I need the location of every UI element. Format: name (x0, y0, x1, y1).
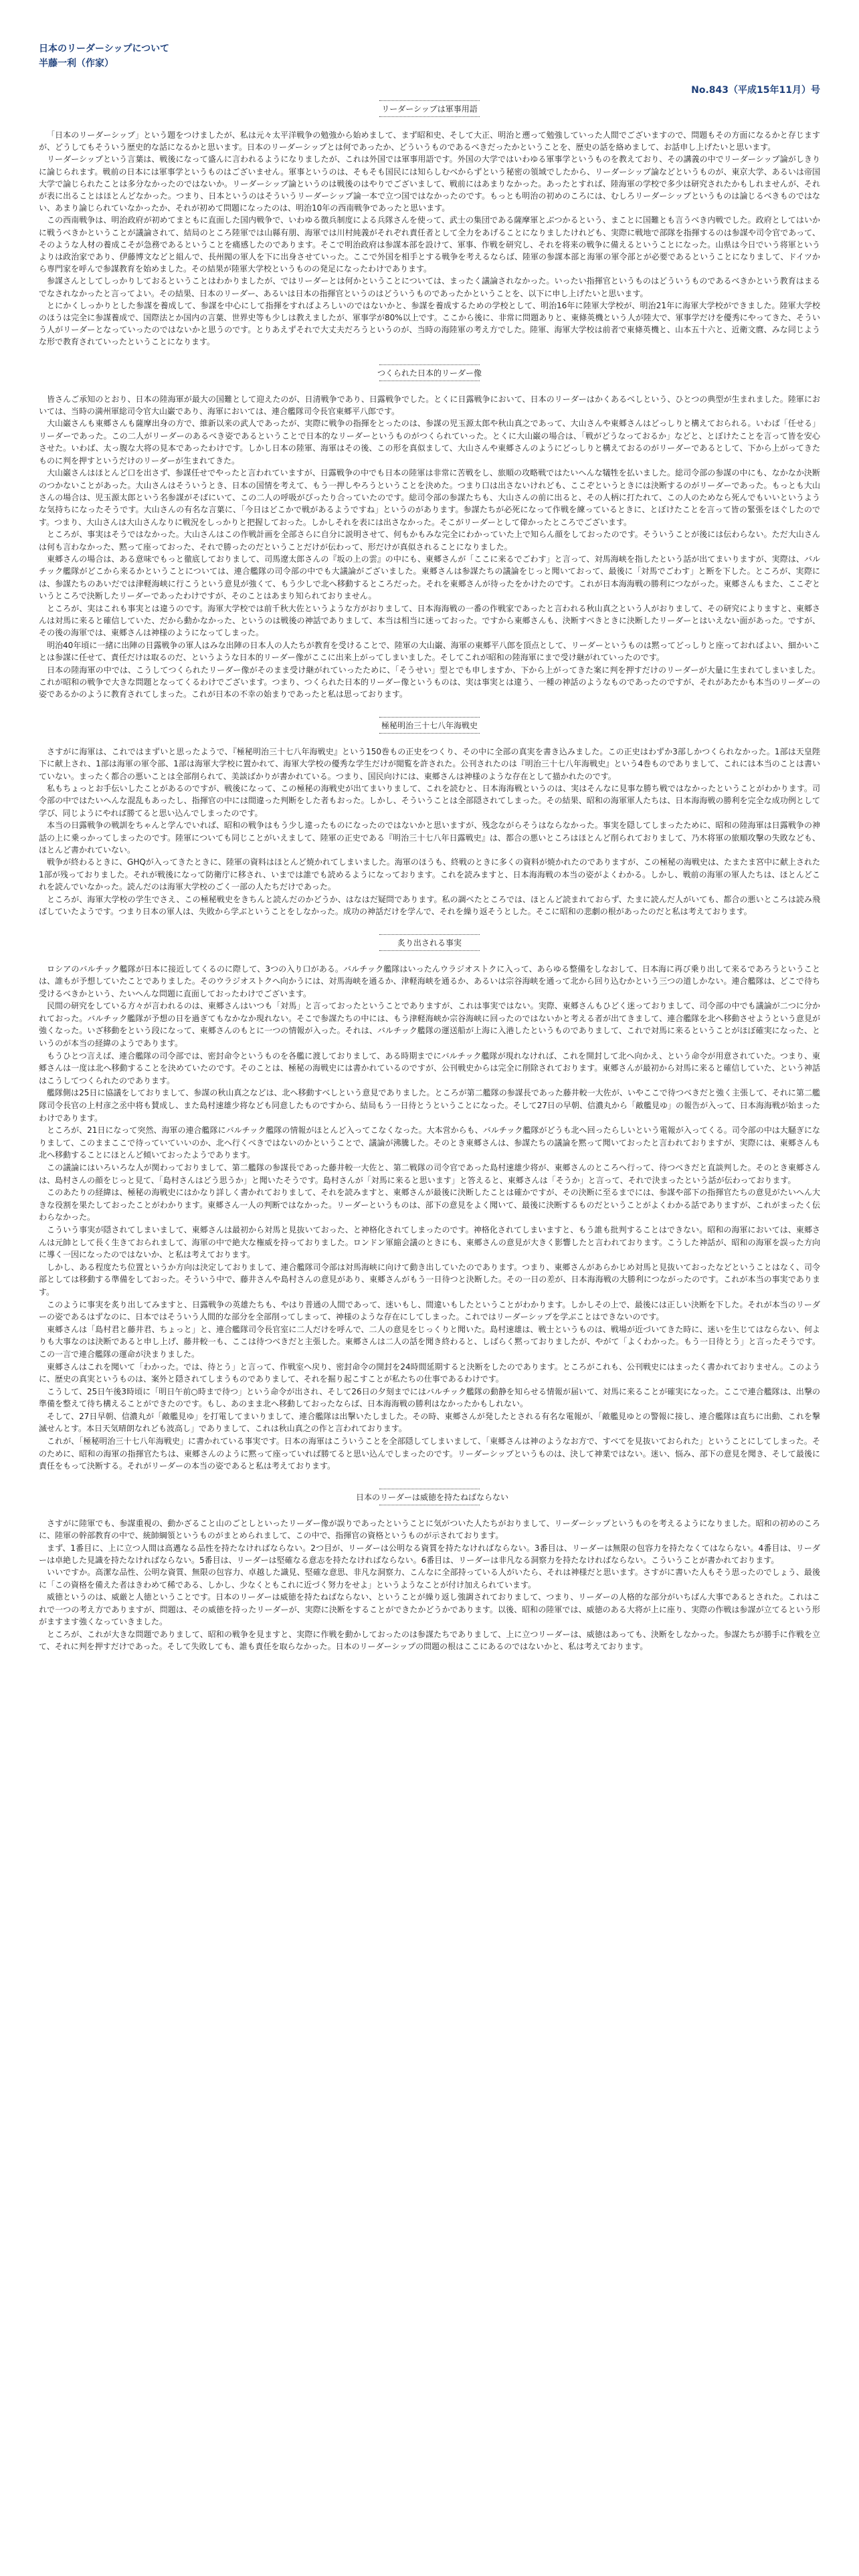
section-created-leader-image (39, 364, 820, 701)
paragraph: このあたりの経緯は、極秘の海戦史にはかなり詳しく書かれておりまして、それを読みますと、東郷さんが最後に決断したことは確かですが、その決断に至るまでには、参謀や部下の指揮官たちの意見がたいへん大きな役割を果たしておったことがわかります。東郷さん一人の判断ではなかった。リーダーというものは、部下の意見をよく聞いて、最後に決断するものだということがよくわかる話でありますが、これがまったく伝わらなかった。 (39, 1188, 820, 1222)
section-heading-text: リーダーシップは軍事用語 (381, 104, 478, 114)
paragraph: こういう事実が隠されてしまいまして、東郷さんは最初から対馬と見抜いておった、と神格化されてしまったのです。神格化されてしまいますと、もう誰も批判することはできない。昭和の海軍においては、東郷さんは元帥として長く生きておられまして、海軍の中で絶大な権威を持っておりました。ロンドン軍縮会議のときにも、東郷さんの意見が大きく影響したと言われております。こうした神話が、昭和の海軍を誤った方向に導く一因になったのではないか、と私は考えております。 (39, 1224, 820, 1260)
section-heading-text: つくられた日本的リーダー像 (377, 368, 482, 378)
paragraph: とにかくしっかりとした参謀を養成して、参謀を中心にして指揮をすればよろしいのではないかと、参謀を養成するための学校として、明治16年に陸軍大学校が、明治21年に海軍大学校ができました。陸軍大学校のほうは完全に参謀養成で、国際法とか国内の言葉、世界史等も少しは教えましたが、軍事学が80%以上です。ここから後に、非常に問題ありと、東條英機という人が陸大で、軍事学だけを優秀にやってきた、そういう人がリーダーとなっていったのではないかと思うのです。とりあえずそれで大丈夫だろうというのが、当時の海陸軍の考え方でした。陸軍、海軍大学校は前者で東條英機と、山本五十六と、近衛文麿、みな同じような形で教育されていったということになります。 (39, 300, 820, 347)
paragraph: ところが、海軍大学校の学生でさえ、この極秘戦史をきちんと読んだのかどうか、はなはだ疑問であります。私の調べたところでは、ほとんど読まれておらず、たまに読んだ人がいても、都合の悪いところは読み飛ばしていたようです。つまり日本の軍人は、失敗から学ぶということをしなかった。成功の神話だけを学んで、それを繰り返そうとした。そこに昭和の悲劇の根があったのだと私は考えております。 (39, 894, 820, 917)
section-heading (356, 717, 503, 734)
paragraph: しかし、ある程度たち位置というか方向は決定しておりまして、連合艦隊司令部は対馬海峡に向けて動き出していたのであります。つまり、東郷さんがあらかじめ対馬と見抜いておったなどということはなく、司令部としては移動する準備をしておった。そういう中で、藤井さんや島村さんの意見があり、東郷さんがもう一日待つと決断した。その一日の差が、日本海海戦の大勝利につながったのです。これが本当の事実であります。 (39, 1262, 820, 1297)
paragraph: ところが、事実はそうではなかった。大山さんはこの作戦計画を全部さらに自分に説明させて、何もかもみな完全にわかっていた上で知らん顔をしておったのです。そういうことが後には伝わらない。ただ大山さんは何も言わなかった、黙って座っておった、それで勝ったのだということだけが伝わって、形だけが真似されることになりました。 (39, 530, 820, 552)
paragraph: 威徳というのは、威厳と人徳ということです。日本のリーダーは威徳を持たねばならない、ということが繰り返し強調されておりまして、つまり、リーダーの人格的な部分がいちばん大事であるとされた。これはこれで一つの考え方でありますが、問題は、その威徳を持ったリーダーが、実際に決断をすることができたかどうかであります。以後、昭和の陸軍では、威徳のある大将が上に座り、実際の作戦は参謀が立てるという形がますます強くなっていきました。 (39, 1592, 820, 1627)
paragraph: 艦隊側は25日に協議をしておりまして、参謀の秋山真之などは、北へ移動すべしという意見でありました。ところが第二艦隊の参謀長であった藤井較一大佐が、いやここで待つべきだと強く主張して、それに第二艦隊司令長官の上村彦之丞中将も賛成し、また島村速雄少将なども同意したものですから、結局もう一日待とうということになった。そして27日の早朝、信濃丸から「敵艦見ゆ」の報告が入って、日本海海戦が始まったわけであります。 (39, 1088, 820, 1123)
paragraph: 東郷さんは「島村君と藤井君、ちょっと」と、連合艦隊司令長官室に二人だけを呼んで、二人の意見をじっくりと聞いた。島村速雄は、戦士というものは、戦場が近づいてきた時に、迷いを生じてはならない、何よりも大事なのは決断であると申し上げ、藤井較一も、ここは待つべきだと主張した。東郷さんは二人の話を聞き終わると、しばらく黙っておりましたが、やがて「よくわかった。もう一日待とう」と言ったそうです。この一言で連合艦隊の運命が決まりました。 (39, 1324, 820, 1359)
section-heading (356, 1489, 509, 1505)
paragraph: 私もちょっとお手伝いしたことがあるのですが、戦後になって、この極秘の海戦史が出てまいりまして、これを読むと、日本海海戦というのは、実はそんなに見事な勝ち戦ではなかったということがわかります。司令部の中ではたいへんな混乱もあったし、指揮官の中には間違った判断をした者もおった。しかし、そういうことは全部隠されてしまった。その結果、昭和の海軍軍人たちは、日本海海戦の勝利を完全な成功例として学び、同じようにやれば勝てると思い込んでしまったのです。 (39, 784, 820, 818)
paragraph: 日本の陸海軍の中では、こうしてつくられたリーダー像がそのまま受け継がれていったために、「そうせい」型とでも申しますか、下から上がってきた案に判を押すだけのリーダーが大量に生まれてしまいました。これが昭和の戦争で大きな問題となってくるわけでございます。つまり、つくられた日本的リーダー像というものは、実は事実とは違う、一種の神話のようなものであったのですが、それがあたかも本当のリーダーの姿であるかのように教育されてしまった。これが日本の不幸の始まりであったと私は思っております。 (39, 665, 820, 700)
paragraph: ところが、実はこれも事実とは違うのです。海軍大学校では前千秋大佐というような方がおりまして、日本海海戦の一番の作戦家であったと言われる秋山真之という人がおりまして、その研究によりますと、東郷さんは対馬に来ると確信していた、だから動かなかった、というのは戦後の神話でありまして、本当は相当に迷っておった。ですから東郷さんも、決断すべきときに決断したリーダーとはいえない面があった。ですが、その後の海軍では、東郷さんは神様のようになってしまった。 (39, 603, 820, 638)
paragraph: 民間の研究をしている方々が言われるのは、東郷さんはいつも「対馬」と言っておったということでありますが、これは事実ではない。実際、東郷さんもひどく迷っておりまして、司令部の中でも議論が二つに分かれておった。バルチック艦隊が予想の日を過ぎてもなかなか現れない。そこで参謀たちの中には、もう津軽海峡か宗谷海峡に回ったのではないかと考える者が出てきまして、連合艦隊を北へ移動させようという意見が強くなった。いざ移動をという段になって、東郷さんのもとに一つの情報が入った。それは、バルチック艦隊の運送船が上海に入港したというものでありまして、これで対馬に来るということがほぼ確実になった、というのが本当の経緯のようであります。 (39, 1001, 820, 1049)
section-heading-text: 極秘明治三十七八年海戦史 (381, 720, 478, 730)
paragraph: この議論にはいろいろな人が関わっておりまして、第二艦隊の参謀長であった藤井較一大佐と、第二戦隊の司令官であった島村速雄少将が、東郷さんのところへ行って、待つべきだと直談判した。そのとき東郷さんは、島村さんの顔をじっと見て、「島村さんはどう思うか」と聞いたそうです。島村さんが「対馬に来ると思います」と答えると、東郷さんは「そうか」と言って、それで決まったという話が伝わっております。 (39, 1163, 820, 1185)
heading-rule-bottom (379, 950, 480, 951)
section-heading (356, 100, 503, 117)
paragraph: いいですか。高潔な品性、公明な資質、無限の包容力、卓越した識見、堅確な意思、非凡な洞察力、こんなに全部持っている人がいたら、それは神様だと思います。さすがに書いた人もそう思ったのでしょう、最後に「この資格を備えた者はきわめて稀である、しかし、少なくともこれに近づく努力をせよ」というようなことが付け加えられています。 (39, 1568, 820, 1590)
paragraph: この西南戦争は、明治政府が初めてまともに直面した国内戦争で、いわゆる徴兵制度による兵隊さんを使って、武士の集団である薩摩軍とぶつかるという、まことに国難とも言うべき内戦でした。政府としてはいかに戦うべきかということが議論されて、結局のところ陸軍では山縣有朋、海軍では川村純義がそれぞれ責任者として全力をあげることになりましたけれども、実際に戦地で部隊を指揮するのは参謀や司令官であって、そのような人材の養成こそが急務であるということを痛感したのであります。そこで明治政府は参謀本部を設けて、軍事、作戦を研究し、それを将来の戦争に備えるということになった。山県は今日でいう将軍というよりは政治家であり、伊藤博文などと組んで、長州閥の軍人を下に出身させていった。ここで外国を相手とする戦争を考えるならば、陸軍の参謀本部と海軍の軍令部とが必要であるということになりまして、ドイツから専門家を呼んで参謀教育を始めました。その結果が陸軍大学校というものの発足になったわけであります。 (39, 215, 820, 274)
paragraph: このように事実を炙り出してみますと、日露戦争の英雄たちも、やはり普通の人間であって、迷いもし、間違いもしたということがわかります。しかしその上で、最後には正しい決断を下した。それが本当のリーダーの姿であるはずなのに、日本ではそういう人間的な部分を全部削ってしまって、神様のような存在にしてしまった。これではリーダーシップを学ぶことはできないのです。 (39, 1299, 820, 1322)
paragraph: ところが、21日になって突然、海軍の連合艦隊にバルチック艦隊の情報がほとんど入ってこなくなった。大本営からも、バルチック艦隊がどうも北へ回ったらしいという電報が入ってくる。司令部の中は大騒ぎになりまして、このままここで待っていていいのか、北へ行くべきではないのかということで、議論が沸騰した。そのとき東郷さんは、参謀たちの議論を黙って聞いておったと言われておりますが、実際には、東郷さんも北へ移動することにほとんど傾いておったようであります。 (39, 1125, 820, 1160)
paragraph: もうひとつ言えば、連合艦隊の司令部では、密封命令というものを各艦に渡しておりまして、ある時期までにバルチック艦隊が現れなければ、これを開封して北へ向かえ、という命令が用意されていた。つまり、東郷さんは一度は北へ移動することを決めていたのです。そのことは、極秘の海戦史には書かれているのですが、公刊戦史からは完全に削除されております。東郷さんが最初から対馬に来ると確信していた、という神話はこうしてつくられたのであります。 (39, 1051, 820, 1085)
paragraph: 本当の日露戦争の戦訓をちゃんと学んでいれば、昭和の戦争はもう少し違ったものになったのではないかと思いますが、残念ながらそうはならなかった。事実を隠してしまったために、昭和の陸海軍は日露戦争の神話の上に乗っかってしまったのです。陸軍についても同じことがいえまして、陸軍の正史である『明治三十七八年日露戦史』は、都合の悪いところはほとんど削られておりまして、乃木将軍の旅順攻撃の失敗なども、ほとんど書かれていない。 (39, 821, 820, 855)
paragraph: 東郷さんはこれを聞いて「わかった。では、待とう」と言って、作戦室へ戻り、密封命令の開封を24時間延期すると決断をしたのであります。ところがこれも、公刊戦史にはまったく書かれておりません。このように、歴史の真実というものは、案外と隠されてしまうものでありまして、それを掘り起こすことが私たちの仕事であるわけです。 (39, 1362, 820, 1384)
paragraph: ロシアのバルチック艦隊が日本に接近してくるのに際して、3つの入り口がある。バルチック艦隊はいったんウラジオストクに入って、あらゆる整備をしなおして、日本海に再び乗り出して来るであろうということは、誰もが予想していたことでありました。そのウラジオストクへ向かうには、対馬海峡を通るか、津軽海峡を通るか、あるいは宗谷海峡を通って北から回り込むかという三つの道しかない。連合艦隊は、どこで待ち受けるべきかという、たいへんな問題に直面しておったわけでございます。 (39, 964, 820, 998)
paragraph: そして、27日早朝、信濃丸が「敵艦見ゆ」を打電してまいりまして、連合艦隊は出撃いたしました。その時、東郷さんが発したとされる有名な電報が、「敵艦見ゆとの警報に接し、連合艦隊は直ちに出動、これを撃滅せんとす。本日天気晴朗なれども波高し」でありまして、これは秋山真之の作と言われております。 (39, 1411, 820, 1434)
section-secret-war-history (39, 717, 820, 918)
paragraph: 皆さんご承知のとおり、日本の陸海軍が最大の国難として迎えたのが、日清戦争であり、日露戦争でした。とくに日露戦争において、日本のリーダーはかくあるべしという、ひとつの典型が生まれました。陸軍においては、当時の満州軍総司令官大山巌であり、海軍においては、連合艦隊司令長官東郷平八郎です。 (39, 394, 820, 417)
paragraph: 大山巌さんも東郷さんも薩摩出身の方で、維新以来の武人であったが、実際に戦争の指揮をとったのは、参謀の児玉源太郎や秋山真之であって、大山さんや東郷さんはどっしりと構えておられる。いわば「任せる」リーダーであった。この二人がリーダーのあるべき姿であるということで日本的なリーダーというものがつくられていった。とくに大山巌の場合は、「戦がどうなっておるか」などと、とぼけたことを言って皆を安心させた。いわば、太っ腹な大将の見本であったわけです。しかし日本の陸軍、海軍はその後、この形を真似まして、大山さんや東郷さんのようにどっしりと構えておるのがリーダーであるとして、下から上がってきたものに判を押すというだけのリーダーが生まれてきた。 (39, 419, 820, 465)
paragraph: まず、1番目に、上に立つ人間は高邁なる品性を持たなければならない。2つ目が、リーダーは公明なる資質を持たなければならない。3番目は、リーダーは無限の包容力を持たなくてはならない。4番目は、リーダーは卓絶した見識を持たなければならない。5番目は、リーダーは堅確なる意志を持たなければならない。6番目は、リーダーは非凡なる洞察力を持たなければならない。こういうことが書かれております。 (39, 1543, 820, 1566)
section-leadership-military-term (39, 100, 820, 348)
heading-rule-bottom (379, 733, 480, 734)
paragraph: さすがに陸軍でも、参謀重視の、動かざること山のごとしといったリーダー像が誤りであったということに気がついた人たちがおりまして、リーダーシップというものを考えるようになりました。昭和の初めのころに、陸軍の幹部教育の中で、統帥綱領というものがまとめられまして、この中で、指揮官の資格というものが示されております。 (39, 1518, 820, 1541)
paragraph: 参謀さんとしてしっかりしておるということはわかりましたが、ではリーダーとは何かということについては、まったく議論されなかった。いったい指揮官というものはどういうものであるべきかという教育はまるでなされなかったと言ってよい。その結果、日本のリーダー、あるいは日本の指揮官というのはどういうものであったかということを、以下に申し上げたいと思います。 (39, 276, 820, 298)
paragraph: 戦争が終わるときに、GHQが入ってきたときに、陸軍の資料はほとんど焼かれてしまいました。海軍のほうも、終戦のときに多くの資料が焼かれたのでありますが、この極秘の海戦史は、たまたま宮中に献上された1部が残っておりました。それが戦後になって防衛庁に移され、いまでは誰でも読めるようになっております。これを読みますと、日本海海戦の本当の姿がよくわかる。しかし、戦前の海軍の軍人たちは、ほとんどこれを読んでいなかった。読んだのは海軍大学校のごく一部の人たちだけであった。 (39, 857, 820, 892)
paragraph: 東郷さんの場合は、ある意味でもっと徹底しておりまして、司馬遼太郎さんの『坂の上の雲』の中にも、東郷さんが「ここに来るでごわす」と言って、対馬海峡を指したという話が出てまいりますが、実際は、バルチック艦隊がどこから来るかということについては、連合艦隊の司令部の中でも大議論がございました。東郷さんは参謀たちの議論をじっと聞いておって、最後に「対馬でごわす」と断を下した。ところが、実際には、参謀たちのあいだでは津軽海峡に行こうという意見が強くて、もう少しで北へ移動するところだった。それを東郷さんが待ったをかけたのです。これが日本海海戦の勝利につながった。東郷さんもまた、ここぞというところで決断したリーダーであったわけですが、そのことはあまり知られておりません。 (39, 554, 820, 601)
author-name: 半藤一利（作家） (39, 58, 114, 69)
paragraph: これが、「極秘明治三十七八年海戦史」に書かれている事実です。日本の海軍はこういうことを全部隠してしまいまして、「東郷さんは神のようなお方で、すべてを見抜いておられた」ということにしてしまった。そのために、昭和の海軍の指揮官たちは、東郷さんのように黙って座っていれば勝てると思い込んでしまったのです。リーダーシップというものは、決して神業ではない。迷い、悩み、部下の意見を聞き、そして最後に責任をもって決断する。それがリーダーの本当の姿であると私は考えております。 (39, 1436, 820, 1471)
paragraph: 明治40年頃に一緒に出陣の日露戦争の軍人はみな出陣の日本人の人たちが教育を受けることで、陸軍の大山巌、海軍の東郷平八郎を頂点として、リーダーというものは黙ってどっしりと座っておればよい、細かいことは参謀に任せて、責任だけは取るのだ、というような日本的リーダー像がここに出来上がってしまいました。そしてこれが昭和の陸海軍にまで受け継がれていったのです。 (39, 640, 820, 663)
section-leader-virtue (39, 1489, 820, 1652)
section-revealed-facts (39, 934, 820, 1473)
document-title: 日本のリーダーシップについて (39, 43, 170, 54)
paragraph: こうして、25日午後3時頃に「明日午前○時まで待つ」という命令が出され、そして26日の夕刻までにはバルチック艦隊の動静を知らせる情報が届いて、対馬に来ることが確実になった。ここで連合艦隊は、出撃の準備を整えて待ち構えることができたのです。もし、あのまま北へ移動しておったならば、日本海海戦の勝利はなかったかもしれない。 (39, 1386, 820, 1409)
section-heading-text: 日本のリーダーは威徳を持たねばならない (356, 1492, 509, 1502)
paragraph: さすがに海軍は、これではまずいと思ったようで、『極秘明治三十七八年海戦史』という150巻もの正史をつくり、その中に全部の真実を書き込みました。この正史はわずか3部しかつくられなかった。1部は天皇陛下に献上され、1部は海軍の軍令部、1部は海軍大学校に置かれて、海軍大学校の優秀な学生だけが閲覧を許された。公刊されたのは『明治三十七八年海戦史』という4巻ものでありまして、これには本当のことは書いていない。まったく都合の悪いことは全部削られて、美談ばかりが書かれている。つまり、国民向けには、東郷さんは神様のような存在として描かれたのです。 (39, 746, 820, 781)
paragraph: 「日本のリーダーシップ」という題をつけましたが、私は元々太平洋戦争の勉強から始めまして、まず昭和史、そして大正、明治と遡って勉強していった人間でございますので、問題もその方面になるかと存じますが、どうしてもそういう歴史的な話になるかと思います。日本のリーダーシップとは何であったか、どういうものであるべきだったかということを、歴史の話を絡めまして、お話申し上げたいと思います。 (39, 130, 820, 152)
paragraph: ところが、これが大きな問題でありまして、昭和の戦争を見ますと、実際に作戦を動かしておったのは参謀たちでありまして、上に立つリーダーは、威徳はあっても、決断をしなかった。参謀たちが勝手に作戦を立て、それに判を押すだけであった。そして失敗しても、誰も責任を取らなかった。日本のリーダーシップの問題の根はここにあるのではないかと、私は考えております。 (39, 1629, 820, 1651)
section-heading (356, 364, 503, 381)
paragraph: 大山巌さんはほとんど口を出さず、参謀任せでやったと言われていますが、日露戦争の中でも日本の陸軍は非常に苦戦をし、旅順の攻略戦ではたいへんな犠牲を払いました。総司令部の参謀の中にも、なかなか決断のつかないことがあった。大山さんはそういうとき、日本の国情を考えて、もう一押しやろうということを決めた。つまり口は出さないけれども、ここぞというときには決断するのがリーダーであった。もっとも大山さんの場合は、児玉源太郎という名参謀がそばにいて、この二人の呼吸がぴったり合っていたのです。総司令部の参謀たちも、大山さんの前に出ると、その人柄に打たれて、この人のためなら死んでもいいというような気持ちになったそうです。大山さんの有名な言葉に、「今日はどこかで戦があるようですね」というのがあります。参謀たちが必死になって作戦を練っているときに、とぼけたことを言って皆の緊張をほぐしたのです。つまり、大山さんは大山さんなりに戦況をしっかりと把握しておった。しかしそれを表には出さなかった。そこがリーダーとして偉かったところでございます。 (39, 468, 820, 527)
section-heading-text: 炙り出される事実 (397, 938, 462, 948)
paragraph: リーダーシップという言葉は、戦後になって盛んに言われるようになりましたが、これは外国では軍事用語です。外国の大学ではいわゆる軍事学というものを教えており、その講義の中でリーダーシップ論がしきりに論じられます。戦前の日本には軍事学というものはございません。軍事というのは、そもそも国民には知らしむべからずという秘密の領域でしたから、リーダーシップ論などというものが、東京大学、あるいは帝国大学で論じられたことは多分なかったのではないか。リーダーシップ論というのは戦後のはやりでございまして、戦前にはあまりなかった。あったとすれば、陸海軍の学校で多少は研究されたかもしれませんが、それが表に出ることはほとんどなかった。つまり、日本というのはそういうリーダーシップ論一本で立つ国ではなかったのです。もっとも明治の初めのころには、むしろリーダーシップというものは論じるべきものではない、あまり論じられていなかったか、それが初めて問題になったのは、明治10年の西南戦争であったと思います。 (39, 154, 820, 213)
heading-rule-bottom (379, 116, 480, 117)
issue-number: No.843（平成15年11月）号 (691, 85, 820, 96)
section-heading (356, 934, 503, 951)
